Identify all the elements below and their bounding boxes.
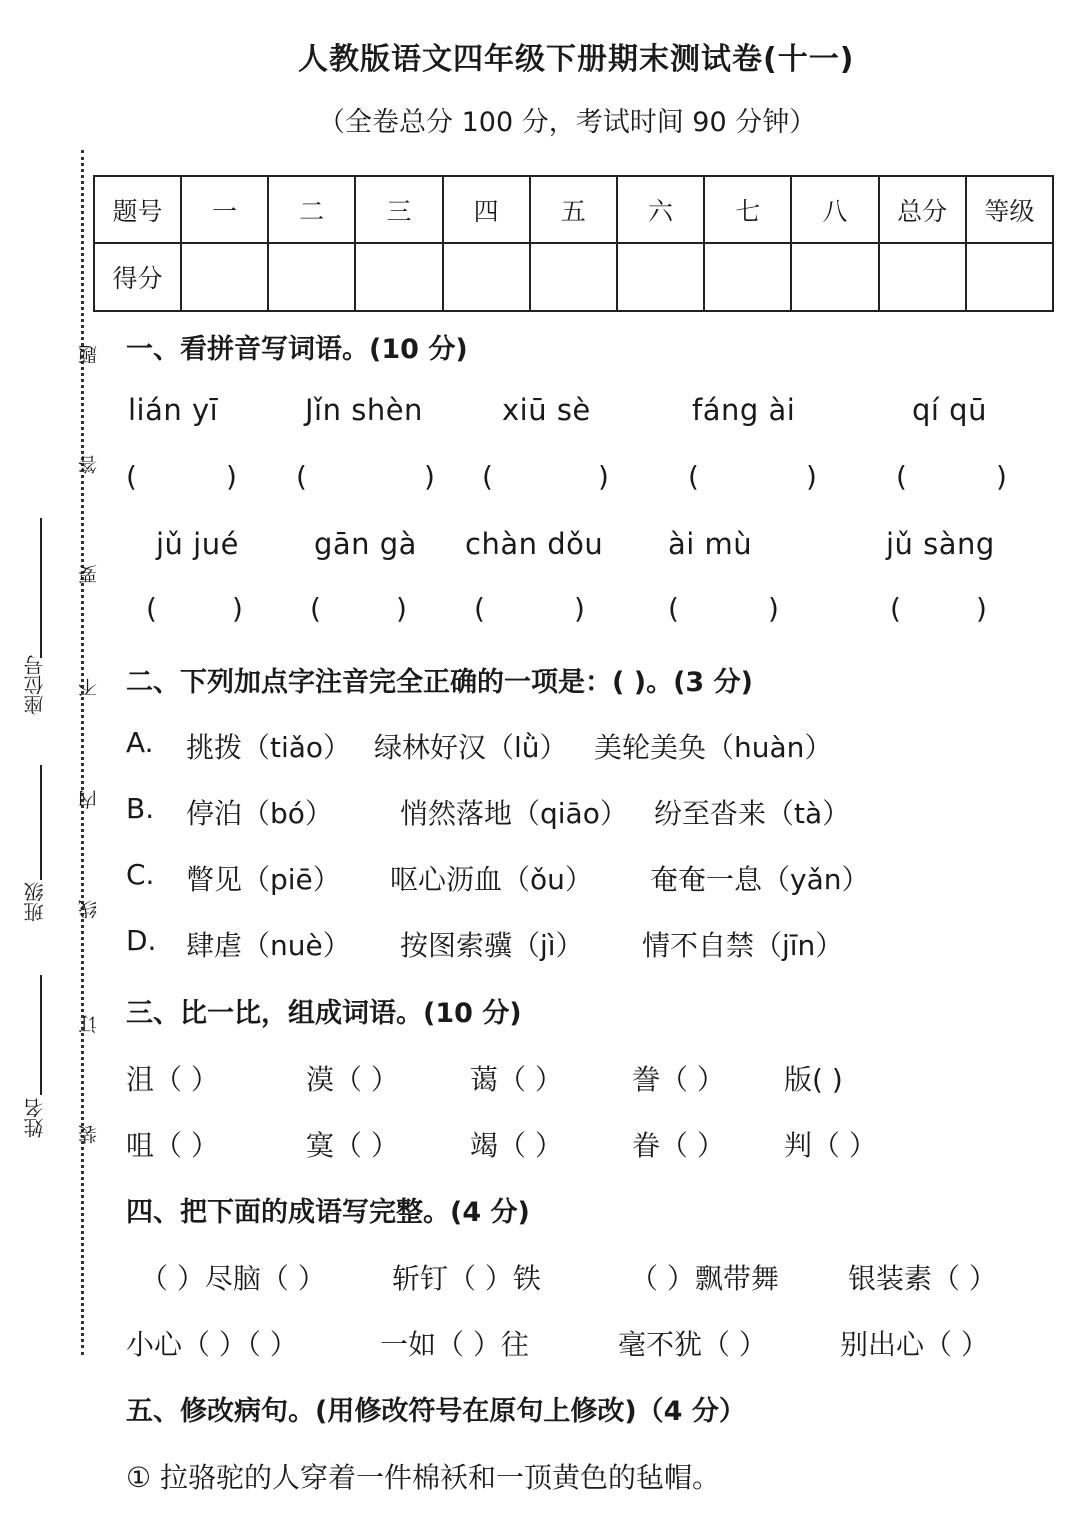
score-blank-cell[interactable] xyxy=(879,243,966,311)
section-2-heading: 二、下列加点字注音完全正确的一项是：( )。(3 分) xyxy=(126,667,753,698)
page-subtitle: （全卷总分 100 分，考试时间 90 分钟） xyxy=(318,107,817,138)
option-item: 美轮美奂（huàn） xyxy=(594,731,833,764)
seat-fill-line xyxy=(40,518,42,658)
class-label: 班级 xyxy=(23,882,47,922)
answer-blank-close: ) xyxy=(424,460,435,493)
answer-blank-close: ) xyxy=(768,592,779,625)
answer-blank-close: ) xyxy=(806,460,817,493)
score-header-cell: 总分 xyxy=(879,176,966,243)
answer-blank-close: ) xyxy=(396,592,407,625)
idiom-blank[interactable]: 一如（ ）往 xyxy=(380,1328,529,1361)
idiom-blank[interactable]: 小心（ ）（ ） xyxy=(126,1328,298,1361)
option-item: 悄然落地（qiāo） xyxy=(400,797,628,830)
idiom-blank[interactable]: （ ）尽脑（ ） xyxy=(140,1262,326,1295)
option-item: 挑拨（tiǎo） xyxy=(186,731,352,764)
section-4-heading: 四、把下面的成语写完整。(4 分) xyxy=(126,1197,530,1228)
score-row-label: 得分 xyxy=(94,243,181,311)
score-header-cell: 等级 xyxy=(966,176,1053,243)
score-header-cell: 四 xyxy=(443,176,530,243)
section-5-heading: 五、修改病句。(用修改符号在原句上修改)（4 分） xyxy=(126,1396,746,1427)
score-header-cell: 一 xyxy=(181,176,268,243)
pinyin-item: lián yī xyxy=(128,393,219,427)
score-blank-cell[interactable] xyxy=(268,243,355,311)
answer-blank-close: ) xyxy=(598,460,609,493)
score-header-cell: 八 xyxy=(791,176,878,243)
binding-char: 不 xyxy=(78,678,100,697)
option-letter[interactable]: B. xyxy=(126,792,155,825)
binding-char: 题 xyxy=(78,345,100,364)
binding-char: 内 xyxy=(78,790,100,809)
binding-char: 装 xyxy=(78,1125,100,1144)
pinyin-item: ài mù xyxy=(668,527,753,561)
score-blank-cell[interactable] xyxy=(355,243,442,311)
idiom-blank[interactable]: 银装素（ ） xyxy=(848,1262,997,1295)
answer-blank[interactable]: ( xyxy=(296,460,307,493)
word-pair[interactable]: 版( ) xyxy=(784,1063,843,1096)
seat-label: 座位号 xyxy=(23,655,47,715)
option-item: 奄奄一息（yǎn） xyxy=(650,863,870,896)
score-blank-cell[interactable] xyxy=(791,243,878,311)
class-fill-line xyxy=(40,765,42,880)
pinyin-item: qí qū xyxy=(912,393,987,427)
word-pair[interactable]: 咀（ ） xyxy=(126,1129,219,1162)
sentence-item: ① 拉骆驼的人穿着一件棉袄和一顶黄色的毡帽。 xyxy=(126,1461,721,1494)
word-pair[interactable]: 竭（ ） xyxy=(470,1129,563,1162)
word-pair[interactable]: 寞（ ） xyxy=(306,1129,399,1162)
answer-blank[interactable]: ( xyxy=(688,460,699,493)
answer-blank-close: ) xyxy=(574,592,585,625)
option-item: 绿林好汉（lǜ） xyxy=(374,731,568,764)
binding-char: 要 xyxy=(78,565,100,584)
score-blank-cell[interactable] xyxy=(966,243,1053,311)
option-item: 肆虐（nuè） xyxy=(186,929,351,962)
score-blank-cell[interactable] xyxy=(181,243,268,311)
score-blank-cell[interactable] xyxy=(443,243,530,311)
section-3-heading: 三、比一比，组成词语。(10 分) xyxy=(126,998,522,1029)
answer-blank-close: ) xyxy=(226,460,237,493)
answer-blank[interactable]: ( xyxy=(126,460,137,493)
word-pair[interactable]: 誊（ ） xyxy=(632,1063,725,1096)
word-pair[interactable]: 沮（ ） xyxy=(126,1063,219,1096)
score-table xyxy=(93,175,1054,312)
word-pair[interactable]: 蔼（ ） xyxy=(470,1063,563,1096)
word-pair[interactable]: 漠（ ） xyxy=(306,1063,399,1096)
pinyin-item: jǔ jué xyxy=(156,527,239,561)
score-blank-cell[interactable] xyxy=(704,243,791,311)
idiom-blank[interactable]: （ ）飘带舞 xyxy=(630,1262,779,1295)
word-pair[interactable]: 眷（ ） xyxy=(632,1129,725,1162)
section-1-heading: 一、看拼音写词语。(10 分) xyxy=(126,334,468,365)
option-item: 呕心沥血（ǒu） xyxy=(390,863,593,896)
answer-blank[interactable]: ( xyxy=(668,592,679,625)
page-title: 人教版语文四年级下册期末测试卷(十一) xyxy=(298,42,855,77)
pinyin-item: xiū sè xyxy=(502,393,591,427)
score-header-cell: 题号 xyxy=(94,176,181,243)
binding-char: 线 xyxy=(78,900,100,919)
option-item: 瞥见（piē） xyxy=(186,863,341,896)
idiom-blank[interactable]: 别出心（ ） xyxy=(840,1328,989,1361)
pinyin-item: jǔ sàng xyxy=(886,527,995,561)
option-item: 停泊（bó） xyxy=(186,797,333,830)
option-letter[interactable]: A. xyxy=(126,726,154,759)
score-header-cell: 三 xyxy=(355,176,442,243)
score-blank-cell[interactable] xyxy=(530,243,617,311)
score-blank-cell[interactable] xyxy=(617,243,704,311)
idiom-blank[interactable]: 斩钉（ ）铁 xyxy=(392,1262,541,1295)
answer-blank[interactable]: ( xyxy=(146,592,157,625)
score-header-cell: 六 xyxy=(617,176,704,243)
pinyin-item: Jǐn shèn xyxy=(305,393,423,427)
option-item: 情不自禁（jīn） xyxy=(642,929,844,962)
answer-blank[interactable]: ( xyxy=(890,592,901,625)
answer-blank[interactable]: ( xyxy=(474,592,485,625)
pinyin-item: chàn dǒu xyxy=(465,527,604,561)
answer-blank[interactable]: ( xyxy=(482,460,493,493)
answer-blank-close: ) xyxy=(976,592,987,625)
score-header-cell: 七 xyxy=(704,176,791,243)
answer-blank[interactable]: ( xyxy=(896,460,907,493)
pinyin-item: fáng ài xyxy=(692,393,796,427)
binding-char: 答 xyxy=(78,455,100,474)
option-item: 按图索骥（jì） xyxy=(400,929,584,962)
score-header-cell: 二 xyxy=(268,176,355,243)
name-fill-line xyxy=(40,975,42,1095)
name-label: 姓名 xyxy=(23,1098,47,1138)
option-letter[interactable]: C. xyxy=(126,858,155,891)
score-header-cell: 五 xyxy=(530,176,617,243)
binding-dotted-line xyxy=(81,150,84,1355)
answer-blank[interactable]: ( xyxy=(310,592,321,625)
option-item: 纷至沓来（tà） xyxy=(654,797,851,830)
pinyin-item: gān gà xyxy=(314,527,417,561)
answer-blank-close: ) xyxy=(996,460,1007,493)
idiom-blank[interactable]: 毫不犹（ ） xyxy=(618,1328,767,1361)
word-pair[interactable]: 判（ ） xyxy=(784,1129,877,1162)
option-letter[interactable]: D. xyxy=(126,924,157,957)
answer-blank-close: ) xyxy=(232,592,243,625)
binding-char: 订 xyxy=(78,1015,100,1034)
